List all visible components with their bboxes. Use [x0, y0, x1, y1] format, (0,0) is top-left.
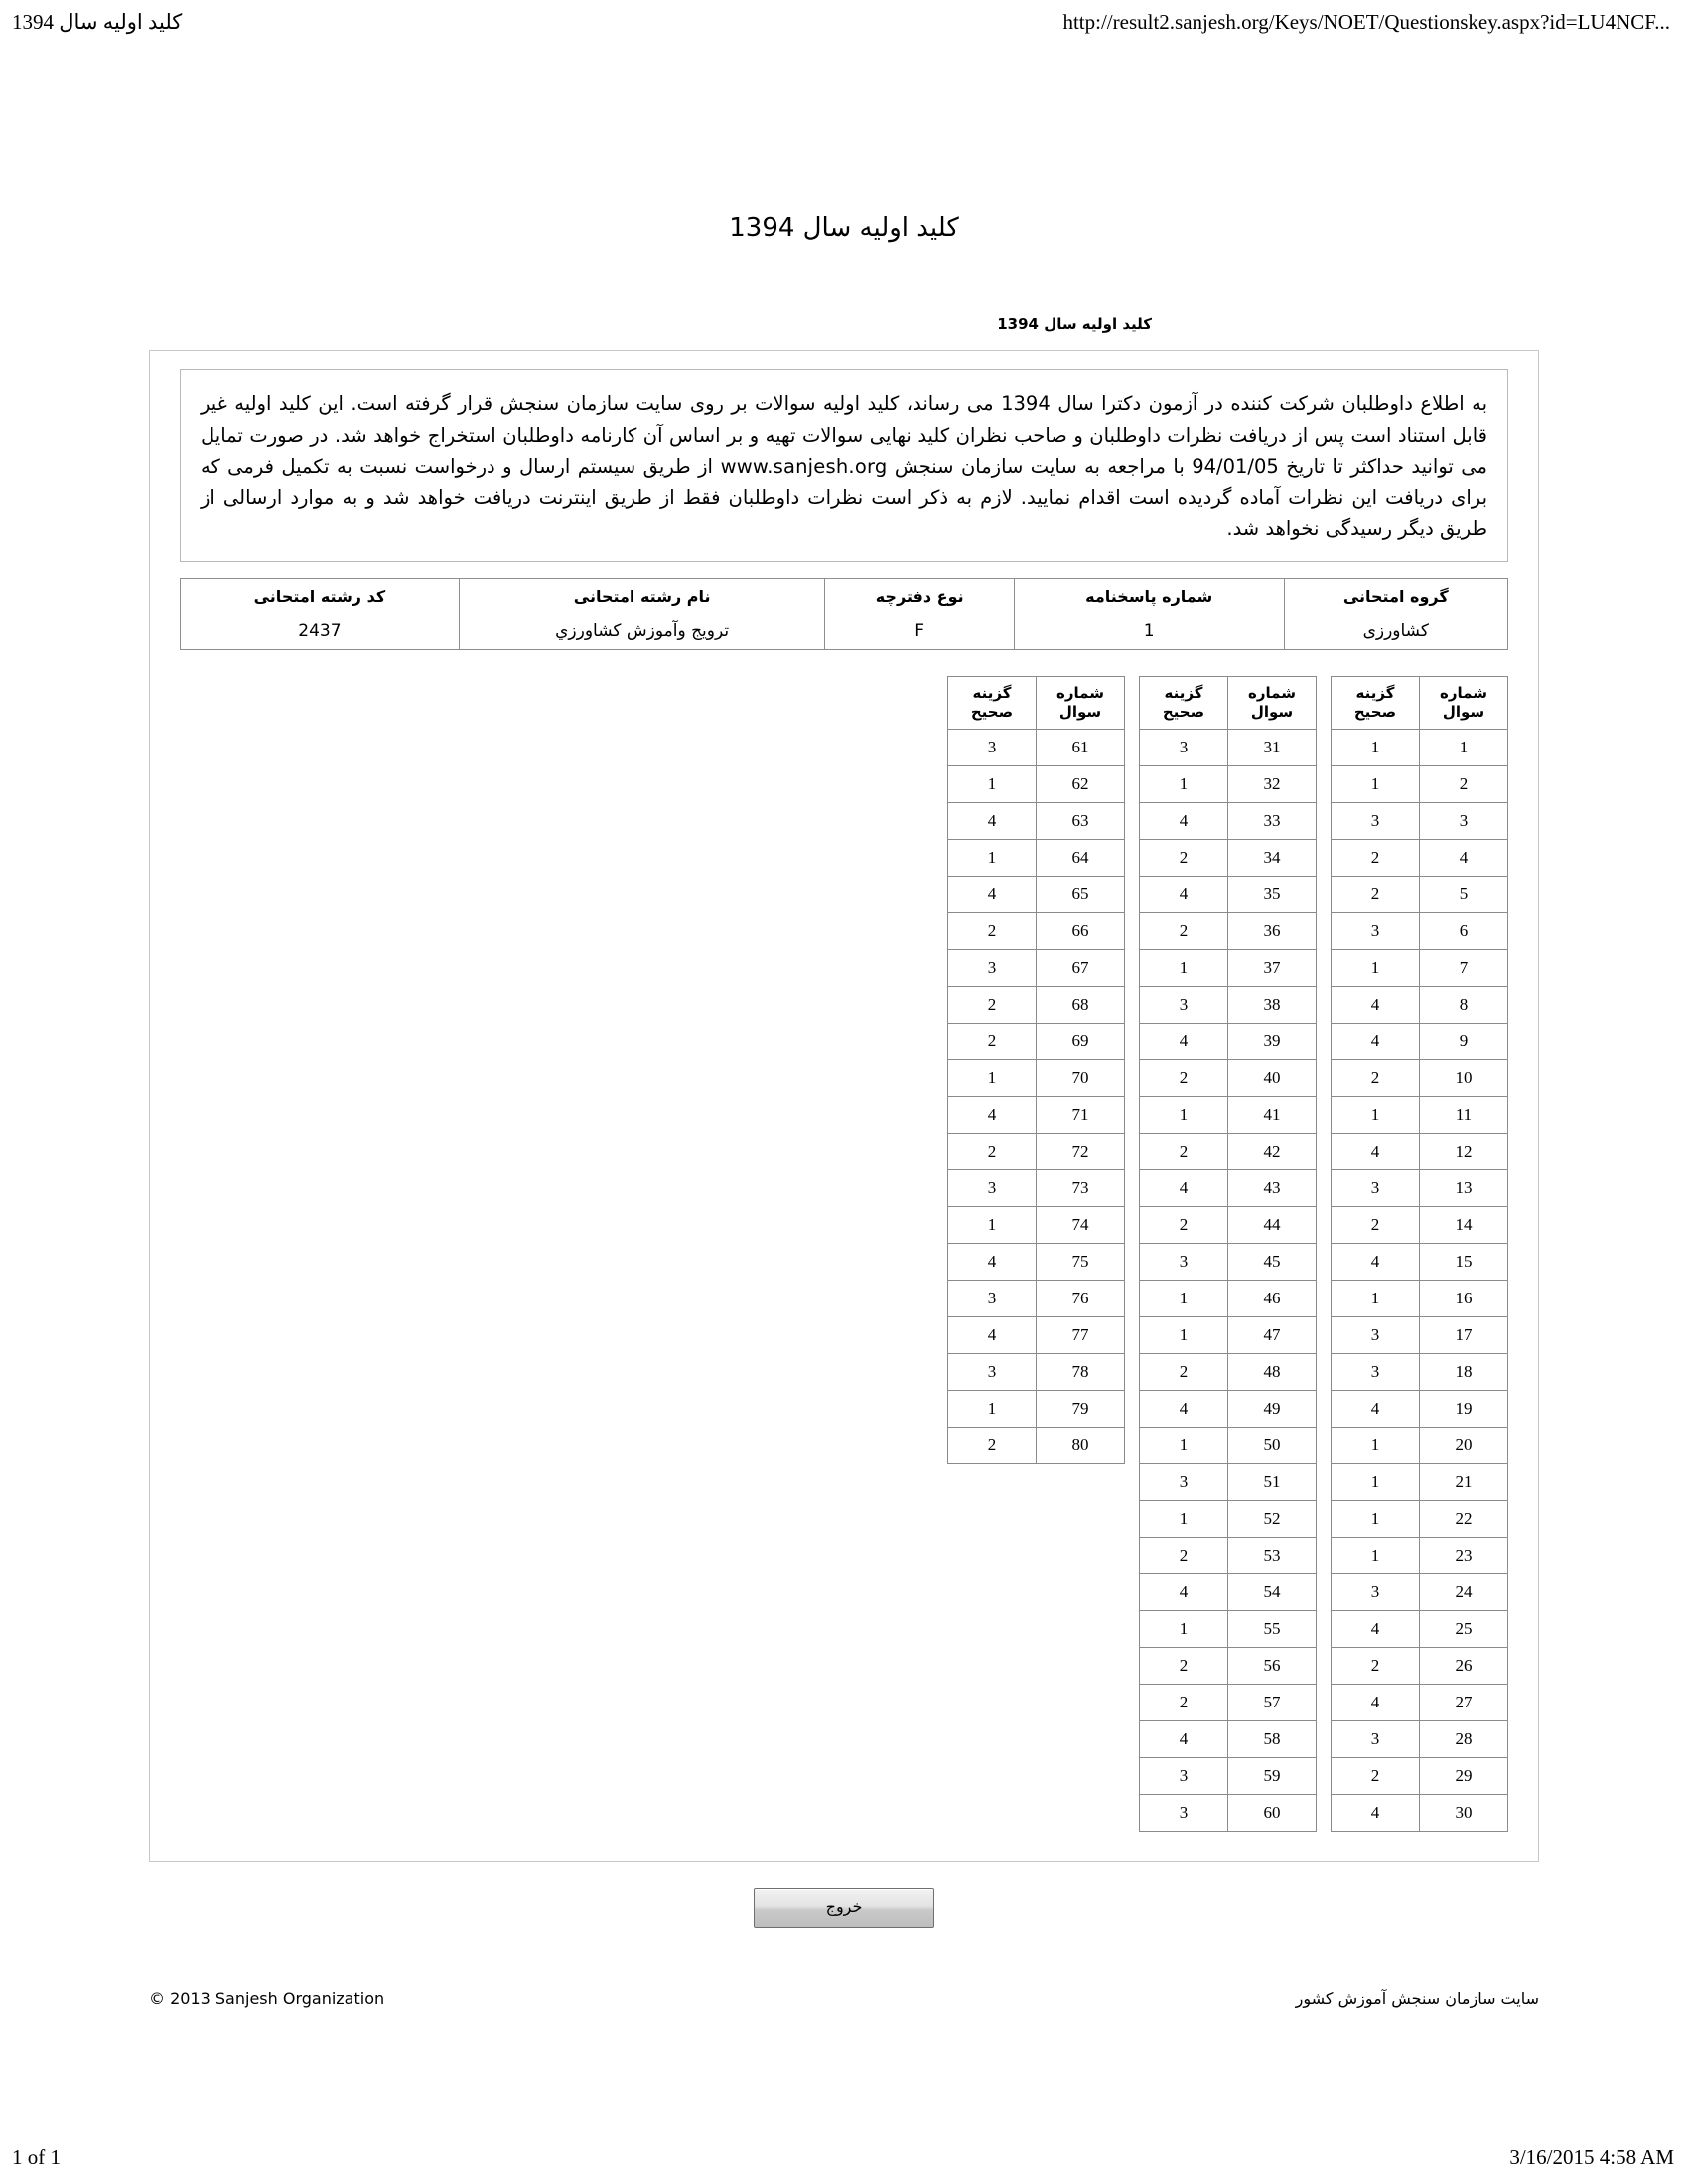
table-row — [948, 1096, 1125, 1133]
correct-option: 4 — [948, 876, 1037, 912]
correct-option: 2 — [1332, 1059, 1420, 1096]
correct-option: 1 — [1140, 1096, 1228, 1133]
exit-button-container — [0, 1888, 1688, 1928]
table-row — [1140, 839, 1317, 876]
table-row — [1140, 1169, 1317, 1206]
print-footer-page-count: 1 of 1 — [12, 2145, 61, 2169]
table-row — [1332, 1500, 1508, 1537]
table-row — [1140, 1720, 1317, 1757]
exam-info-header-booklet: نوع دفترچه — [825, 578, 1014, 614]
question-number: 23 — [1420, 1537, 1508, 1573]
table-row — [1140, 1133, 1317, 1169]
table-row — [948, 765, 1125, 802]
table-row — [1140, 1537, 1317, 1573]
correct-option: 1 — [1332, 1096, 1420, 1133]
answer-key-header-row — [1140, 676, 1317, 729]
table-row — [948, 876, 1125, 912]
answer-key-tables — [180, 676, 1508, 1832]
content-panel — [149, 350, 1539, 1862]
correct-option: 2 — [1140, 1647, 1228, 1684]
header-question-number: شماره سوال — [1228, 676, 1317, 729]
print-footer-timestamp: 3/16/2015 4:58 AM — [1509, 2145, 1674, 2169]
question-number: 60 — [1228, 1794, 1317, 1831]
print-header-page-title: کلید اولیه سال 1394 — [12, 10, 183, 34]
exam-info-fieldcode: 2437 — [181, 614, 460, 649]
question-number: 58 — [1228, 1720, 1317, 1757]
table-row — [948, 1133, 1125, 1169]
question-number: 43 — [1228, 1169, 1317, 1206]
question-number: 8 — [1420, 986, 1508, 1023]
correct-option: 2 — [1332, 1647, 1420, 1684]
correct-option: 4 — [1140, 876, 1228, 912]
question-number: 15 — [1420, 1243, 1508, 1280]
exam-info-booklet: F — [825, 614, 1014, 649]
table-row — [1140, 1316, 1317, 1353]
header-question-number: شماره سوال — [1037, 676, 1125, 729]
correct-option: 4 — [1140, 1720, 1228, 1757]
exam-info-group: کشاورزی — [1284, 614, 1508, 649]
question-number: 12 — [1420, 1133, 1508, 1169]
question-number: 62 — [1037, 765, 1125, 802]
correct-option: 3 — [1332, 1169, 1420, 1206]
question-number: 48 — [1228, 1353, 1317, 1390]
header-correct-option: گزینه صحیح — [1140, 676, 1228, 729]
question-number: 67 — [1037, 949, 1125, 986]
question-number: 34 — [1228, 839, 1317, 876]
table-row — [1332, 1647, 1508, 1684]
correct-option: 3 — [1332, 802, 1420, 839]
correct-option: 1 — [1332, 1427, 1420, 1463]
table-row — [1332, 802, 1508, 839]
exam-info-header-fieldcode: کد رشته امتحانی — [181, 578, 460, 614]
correct-option: 3 — [1140, 1794, 1228, 1831]
correct-option: 2 — [1140, 1353, 1228, 1390]
correct-option: 3 — [1332, 1316, 1420, 1353]
correct-option: 1 — [1140, 765, 1228, 802]
question-number: 32 — [1228, 765, 1317, 802]
correct-option: 3 — [948, 949, 1037, 986]
question-number: 18 — [1420, 1353, 1508, 1390]
question-number: 57 — [1228, 1684, 1317, 1720]
correct-option: 3 — [1332, 1353, 1420, 1390]
document-page — [0, 60, 1688, 2023]
question-number: 72 — [1037, 1133, 1125, 1169]
question-number: 78 — [1037, 1353, 1125, 1390]
correct-option: 1 — [1140, 1610, 1228, 1647]
table-row — [1140, 1463, 1317, 1500]
correct-option: 3 — [1140, 729, 1228, 765]
exam-info-fieldname: ترويج وآموزش کشاورزي — [459, 614, 825, 649]
question-number: 68 — [1037, 986, 1125, 1023]
correct-option: 1 — [948, 1206, 1037, 1243]
correct-option: 2 — [1140, 1537, 1228, 1573]
question-number: 1 — [1420, 729, 1508, 765]
correct-option: 2 — [1140, 1133, 1228, 1169]
header-question-number: شماره سوال — [1420, 676, 1508, 729]
table-row — [948, 986, 1125, 1023]
question-number: 69 — [1037, 1023, 1125, 1059]
question-number: 76 — [1037, 1280, 1125, 1316]
correct-option: 4 — [1332, 1243, 1420, 1280]
table-row — [1140, 1500, 1317, 1537]
exam-info-answersheet: 1 — [1014, 614, 1284, 649]
correct-option: 1 — [1140, 949, 1228, 986]
table-row — [948, 1059, 1125, 1096]
table-row — [1332, 1720, 1508, 1757]
correct-option: 4 — [948, 1096, 1037, 1133]
table-row — [1332, 1133, 1508, 1169]
table-row — [1140, 949, 1317, 986]
answer-key-header-row — [1332, 676, 1508, 729]
question-number: 40 — [1228, 1059, 1317, 1096]
correct-option: 2 — [948, 1427, 1037, 1463]
correct-option: 2 — [948, 1133, 1037, 1169]
correct-option: 4 — [1332, 1794, 1420, 1831]
question-number: 19 — [1420, 1390, 1508, 1427]
correct-option: 4 — [1332, 1023, 1420, 1059]
notice-text: به اطلاع داوطلبان شرکت کننده در آزمون دکترا سال 1394 می رساند، کلید اولیه سوالات بر روی سایت سازمان سنجش قرار گرفته است. این کلید اولیه غیر قابل استناد است پس از دریافت نظرات داوطلبان و صاحب نظران کلید نهایی سوالات تهیه و بر اساس آن کارنامه داوطلبان استخراج خواهد شد. در صورت تمایل می توانید حداکثر تا تاریخ 94/01/05 با مراجعه به سایت سازمان سنجش www.sanjesh.org از طریق سیستم ارسال و درخواست نسبت به تکمیل فرمی که برای دریافت این نظرات آماده گردیده است اقدام نمایید. لازم به ذکر است نظرات داوطلبان فقط از طریق اینترنت دریافت خواهد شد و به موارد ارسالی از طریق دیگر رسیدگی نخواهد شد. — [180, 369, 1508, 562]
table-row — [1332, 1427, 1508, 1463]
question-number: 37 — [1228, 949, 1317, 986]
correct-option: 4 — [1140, 1390, 1228, 1427]
correct-option: 3 — [1332, 912, 1420, 949]
table-row — [1332, 1353, 1508, 1390]
table-row — [1140, 765, 1317, 802]
table-row — [1332, 1206, 1508, 1243]
site-footer — [149, 1989, 1539, 2023]
exam-info-row — [181, 614, 1508, 649]
question-number: 70 — [1037, 1059, 1125, 1096]
table-row — [1140, 1684, 1317, 1720]
correct-option: 1 — [1332, 1280, 1420, 1316]
header-correct-option: گزینه صحیح — [948, 676, 1037, 729]
question-number: 5 — [1420, 876, 1508, 912]
table-row — [1140, 1206, 1317, 1243]
question-number: 53 — [1228, 1537, 1317, 1573]
correct-option: 2 — [1332, 1206, 1420, 1243]
table-row — [1332, 949, 1508, 986]
question-number: 61 — [1037, 729, 1125, 765]
correct-option: 1 — [1332, 949, 1420, 986]
table-row — [1140, 1610, 1317, 1647]
answer-key-table-1 — [1331, 676, 1508, 1832]
table-row — [948, 949, 1125, 986]
table-row — [1140, 1427, 1317, 1463]
table-row — [1140, 802, 1317, 839]
table-row — [948, 1280, 1125, 1316]
table-row — [1332, 1463, 1508, 1500]
question-number: 59 — [1228, 1757, 1317, 1794]
correct-option: 2 — [1140, 839, 1228, 876]
correct-option: 2 — [948, 986, 1037, 1023]
page-title: کلید اولیه سال 1394 — [729, 213, 959, 243]
question-number: 17 — [1420, 1316, 1508, 1353]
correct-option: 1 — [1140, 1500, 1228, 1537]
table-row — [1140, 1757, 1317, 1794]
table-row — [1332, 1059, 1508, 1096]
table-row — [1332, 1280, 1508, 1316]
table-row — [948, 729, 1125, 765]
table-row — [1140, 876, 1317, 912]
table-row — [1332, 839, 1508, 876]
question-number: 28 — [1420, 1720, 1508, 1757]
question-number: 51 — [1228, 1463, 1317, 1500]
site-footer-copyright: © 2013 Sanjesh Organization — [149, 1988, 385, 2008]
question-number: 49 — [1228, 1390, 1317, 1427]
correct-option: 2 — [1332, 876, 1420, 912]
question-number: 25 — [1420, 1610, 1508, 1647]
table-row — [1332, 1573, 1508, 1610]
question-number: 7 — [1420, 949, 1508, 986]
question-number: 64 — [1037, 839, 1125, 876]
table-row — [1332, 1684, 1508, 1720]
question-number: 27 — [1420, 1684, 1508, 1720]
answer-key-table-3 — [947, 676, 1125, 1464]
question-number: 63 — [1037, 802, 1125, 839]
question-number: 77 — [1037, 1316, 1125, 1353]
correct-option: 1 — [948, 1390, 1037, 1427]
table-row — [1332, 1537, 1508, 1573]
correct-option: 1 — [1332, 729, 1420, 765]
table-row — [1332, 1390, 1508, 1427]
table-row — [1332, 765, 1508, 802]
correct-option: 1 — [948, 1059, 1037, 1096]
table-row — [1332, 912, 1508, 949]
correct-option: 3 — [948, 729, 1037, 765]
table-row — [1332, 1757, 1508, 1794]
correct-option: 1 — [1332, 1463, 1420, 1500]
exit-button[interactable]: خروج — [754, 1888, 934, 1928]
question-number: 79 — [1037, 1390, 1125, 1427]
correct-option: 4 — [1332, 1133, 1420, 1169]
question-number: 80 — [1037, 1427, 1125, 1463]
question-number: 75 — [1037, 1243, 1125, 1280]
exam-info-header-fieldname: نام رشته امتحانی — [459, 578, 825, 614]
correct-option: 1 — [948, 839, 1037, 876]
table-row — [948, 1243, 1125, 1280]
exam-info-header-group: گروه امتحانی — [1284, 578, 1508, 614]
question-number: 52 — [1228, 1500, 1317, 1537]
table-row — [1332, 1610, 1508, 1647]
question-number: 47 — [1228, 1316, 1317, 1353]
question-number: 36 — [1228, 912, 1317, 949]
table-row — [1140, 1023, 1317, 1059]
question-number: 2 — [1420, 765, 1508, 802]
table-row — [1140, 1390, 1317, 1427]
correct-option: 4 — [1140, 1169, 1228, 1206]
table-row — [1140, 1647, 1317, 1684]
table-row — [1140, 1096, 1317, 1133]
question-number: 71 — [1037, 1096, 1125, 1133]
question-number: 3 — [1420, 802, 1508, 839]
question-number: 44 — [1228, 1206, 1317, 1243]
table-row — [1140, 1059, 1317, 1096]
table-row — [1140, 912, 1317, 949]
correct-option: 4 — [948, 1316, 1037, 1353]
exam-info-table — [180, 578, 1508, 650]
question-number: 29 — [1420, 1757, 1508, 1794]
question-number: 54 — [1228, 1573, 1317, 1610]
table-row — [1332, 1243, 1508, 1280]
correct-option: 3 — [1332, 1720, 1420, 1757]
question-number: 74 — [1037, 1206, 1125, 1243]
question-number: 56 — [1228, 1647, 1317, 1684]
correct-option: 1 — [1140, 1280, 1228, 1316]
table-row — [948, 1206, 1125, 1243]
site-footer-organization-fa: سایت سازمان سنجش آموزش کشور — [1295, 1988, 1539, 2008]
correct-option: 4 — [948, 802, 1037, 839]
correct-option: 3 — [948, 1280, 1037, 1316]
question-number: 45 — [1228, 1243, 1317, 1280]
correct-option: 4 — [1140, 1573, 1228, 1610]
correct-option: 3 — [1140, 1243, 1228, 1280]
browser-print-footer — [0, 2136, 1688, 2170]
question-number: 65 — [1037, 876, 1125, 912]
question-number: 10 — [1420, 1059, 1508, 1096]
table-row — [1332, 729, 1508, 765]
table-row — [948, 839, 1125, 876]
correct-option: 3 — [948, 1169, 1037, 1206]
table-row — [948, 1023, 1125, 1059]
question-number: 24 — [1420, 1573, 1508, 1610]
correct-option: 2 — [948, 912, 1037, 949]
question-number: 11 — [1420, 1096, 1508, 1133]
correct-option: 1 — [1332, 1537, 1420, 1573]
page-subtitle: کلید اولیه سال 1394 — [997, 315, 1152, 333]
correct-option: 2 — [1140, 1059, 1228, 1096]
question-number: 66 — [1037, 912, 1125, 949]
question-number: 20 — [1420, 1427, 1508, 1463]
question-number: 35 — [1228, 876, 1317, 912]
table-row — [1140, 986, 1317, 1023]
correct-option: 4 — [1332, 1684, 1420, 1720]
table-row — [1140, 729, 1317, 765]
table-row — [1140, 1353, 1317, 1390]
correct-option: 2 — [1140, 1684, 1228, 1720]
table-row — [1332, 1169, 1508, 1206]
question-number: 21 — [1420, 1463, 1508, 1500]
table-row — [1332, 986, 1508, 1023]
correct-option: 4 — [1332, 986, 1420, 1023]
question-number: 9 — [1420, 1023, 1508, 1059]
correct-option: 3 — [1332, 1573, 1420, 1610]
question-number: 39 — [1228, 1023, 1317, 1059]
question-number: 31 — [1228, 729, 1317, 765]
table-row — [1332, 1316, 1508, 1353]
table-row — [1332, 1794, 1508, 1831]
answer-key-table-2 — [1139, 676, 1317, 1832]
question-number: 26 — [1420, 1647, 1508, 1684]
correct-option: 4 — [1332, 1390, 1420, 1427]
question-number: 16 — [1420, 1280, 1508, 1316]
table-row — [948, 1169, 1125, 1206]
correct-option: 1 — [1140, 1316, 1228, 1353]
question-number: 55 — [1228, 1610, 1317, 1647]
correct-option: 2 — [948, 1023, 1037, 1059]
correct-option: 1 — [1332, 765, 1420, 802]
table-row — [948, 1353, 1125, 1390]
question-number: 4 — [1420, 839, 1508, 876]
correct-option: 4 — [948, 1243, 1037, 1280]
header-correct-option: گزینه صحیح — [1332, 676, 1420, 729]
correct-option: 2 — [1332, 1757, 1420, 1794]
exam-info-header-row — [181, 578, 1508, 614]
question-number: 38 — [1228, 986, 1317, 1023]
correct-option: 3 — [948, 1353, 1037, 1390]
question-number: 41 — [1228, 1096, 1317, 1133]
answer-key-header-row — [948, 676, 1125, 729]
correct-option: 1 — [1140, 1427, 1228, 1463]
question-number: 46 — [1228, 1280, 1317, 1316]
correct-option: 4 — [1140, 802, 1228, 839]
correct-option: 3 — [1140, 1757, 1228, 1794]
question-number: 13 — [1420, 1169, 1508, 1206]
table-row — [1332, 876, 1508, 912]
table-row — [948, 1427, 1125, 1463]
table-row — [1140, 1243, 1317, 1280]
correct-option: 2 — [1332, 839, 1420, 876]
question-number: 6 — [1420, 912, 1508, 949]
table-row — [1140, 1280, 1317, 1316]
question-number: 30 — [1420, 1794, 1508, 1831]
correct-option: 3 — [1140, 1463, 1228, 1500]
print-header-url: http://result2.sanjesh.org/Keys/NOET/Questionskey.aspx?id=LU4NCF... — [1062, 10, 1670, 34]
question-number: 22 — [1420, 1500, 1508, 1537]
correct-option: 4 — [1332, 1610, 1420, 1647]
correct-option: 2 — [1140, 912, 1228, 949]
table-row — [1332, 1096, 1508, 1133]
table-row — [948, 802, 1125, 839]
browser-print-header — [0, 10, 1688, 50]
question-number: 73 — [1037, 1169, 1125, 1206]
table-row — [1140, 1794, 1317, 1831]
correct-option: 1 — [1332, 1500, 1420, 1537]
correct-option: 2 — [1140, 1206, 1228, 1243]
question-number: 50 — [1228, 1427, 1317, 1463]
exam-info-header-answersheet: شماره پاسخنامه — [1014, 578, 1284, 614]
table-row — [1140, 1573, 1317, 1610]
table-row — [948, 912, 1125, 949]
table-row — [1332, 1023, 1508, 1059]
correct-option: 3 — [1140, 986, 1228, 1023]
correct-option: 1 — [948, 765, 1037, 802]
question-number: 33 — [1228, 802, 1317, 839]
table-row — [948, 1316, 1125, 1353]
correct-option: 4 — [1140, 1023, 1228, 1059]
question-number: 14 — [1420, 1206, 1508, 1243]
question-number: 42 — [1228, 1133, 1317, 1169]
table-row — [948, 1390, 1125, 1427]
